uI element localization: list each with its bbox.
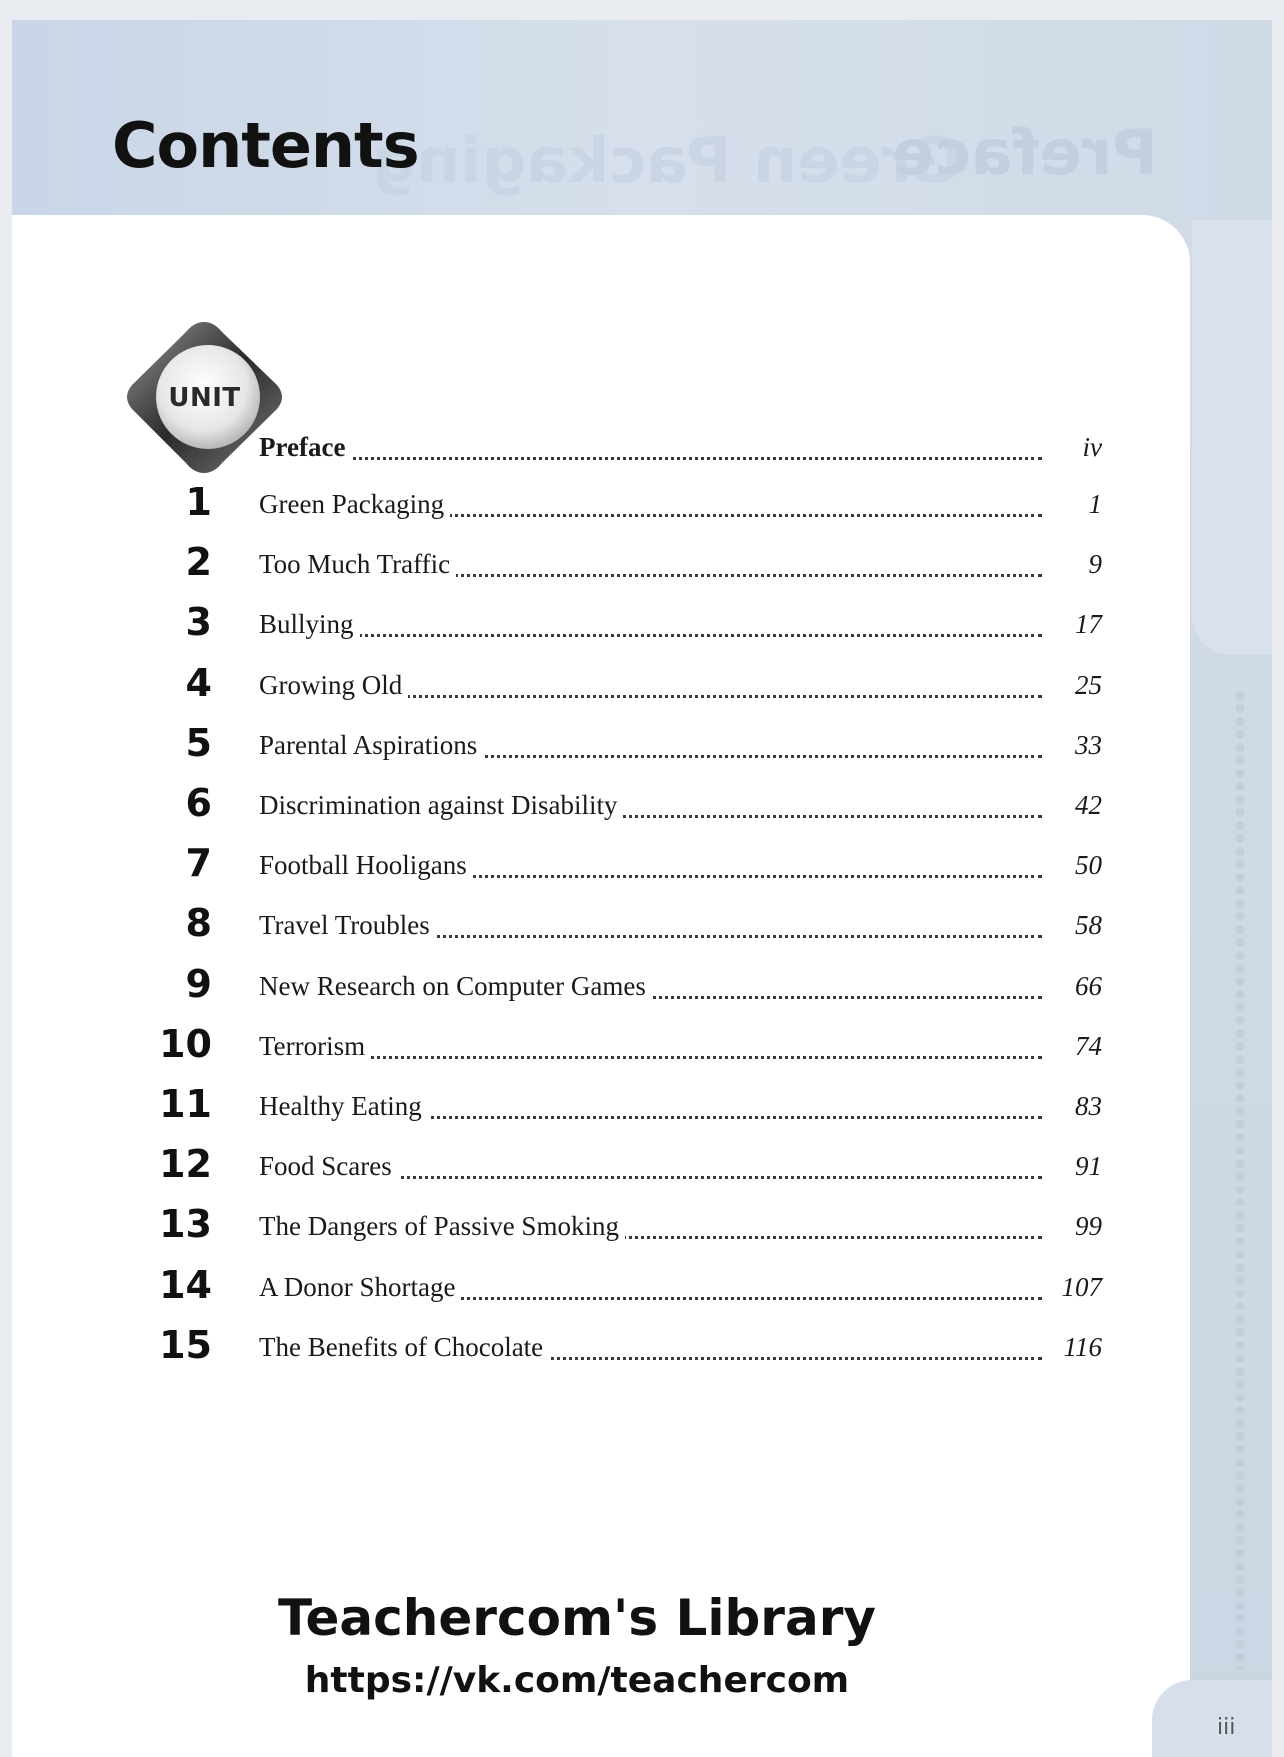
toc-row-unit[interactable]: [152, 962, 1102, 1012]
toc-entry-title: Growing Old: [259, 665, 408, 705]
toc-row-unit[interactable]: [152, 1022, 1102, 1072]
ghost-show-through-text: Green Packaging: [372, 124, 963, 197]
toc-entry-title: Football Hooligans: [259, 845, 473, 885]
toc-entry-title: Travel Troubles: [259, 905, 436, 945]
dot-leader: [262, 457, 1042, 460]
folio-tab: [1152, 1680, 1272, 1757]
toc-row-unit[interactable]: [152, 781, 1102, 831]
toc-page-number: 99: [1042, 1206, 1102, 1246]
unit-number: 7: [185, 841, 212, 886]
toc-entry-title: Terrorism: [259, 1026, 371, 1066]
unit-number: 3: [185, 600, 212, 645]
toc-row-unit[interactable]: [152, 480, 1102, 530]
toc-entry-title: Preface: [259, 427, 351, 467]
toc-entry-title: The Dangers of Passive Smoking: [259, 1206, 625, 1246]
dot-leader: [262, 634, 1042, 637]
toc-row-unit[interactable]: [152, 661, 1102, 711]
unit-number: 4: [185, 660, 212, 705]
unit-number: 12: [159, 1142, 212, 1187]
toc-row-unit[interactable]: [152, 1142, 1102, 1192]
toc-row-unit[interactable]: [152, 1323, 1102, 1373]
toc-page-number: 107: [1042, 1267, 1102, 1307]
unit-number: 9: [185, 961, 212, 1006]
toc-page-number: 74: [1042, 1026, 1102, 1066]
toc-page-number: 91: [1042, 1146, 1102, 1186]
watermark-url[interactable]: https://vk.com/teachercom: [304, 1660, 850, 1701]
toc-page-number: 25: [1042, 665, 1102, 705]
toc-entry-title: New Research on Computer Games: [259, 966, 652, 1006]
toc-row-unit[interactable]: [152, 841, 1102, 891]
toc-page-number: 42: [1042, 785, 1102, 825]
unit-number: 5: [185, 720, 212, 765]
toc-row-unit[interactable]: [152, 901, 1102, 951]
unit-number: 10: [159, 1021, 212, 1066]
unit-number: 2: [185, 540, 212, 585]
toc-page-number: 50: [1042, 845, 1102, 885]
toc-entry-title: Green Packaging: [259, 484, 450, 524]
toc-page-number: 33: [1042, 725, 1102, 765]
dot-column-decoration: [1235, 689, 1245, 1669]
toc-row-unit[interactable]: [152, 600, 1102, 650]
toc-page-number: 66: [1042, 966, 1102, 1006]
toc-row-unit[interactable]: [152, 1082, 1102, 1132]
toc-entry-title: Healthy Eating: [259, 1086, 428, 1126]
toc-entry-title: The Benefits of Chocolate: [259, 1327, 549, 1367]
toc-row-unit[interactable]: [152, 721, 1102, 771]
toc-entry-title: Too Much Traffic: [259, 544, 456, 584]
unit-number: 15: [159, 1322, 212, 1367]
toc-entry-title: Food Scares: [259, 1146, 398, 1186]
page-title: Contents: [112, 109, 419, 182]
ghost-show-through-text: Preface: [892, 116, 1158, 189]
book-page: [12, 20, 1272, 1757]
side-tab: [1192, 220, 1272, 655]
page-folio: iii: [1217, 1715, 1236, 1740]
toc-page-number: 1: [1042, 484, 1102, 524]
dot-leader: [262, 1056, 1042, 1059]
toc-row-unit[interactable]: [152, 1263, 1102, 1313]
unit-number: 8: [185, 901, 212, 946]
toc-entry-title: Parental Aspirations: [259, 725, 483, 765]
unit-number: 1: [185, 480, 212, 524]
toc-row-preface[interactable]: [152, 423, 1102, 473]
toc-entry-title: Bullying: [259, 604, 360, 644]
toc-page-number: 17: [1042, 604, 1102, 644]
toc-row-unit[interactable]: [152, 540, 1102, 590]
toc-page-number: 83: [1042, 1086, 1102, 1126]
toc-row-unit[interactable]: [152, 1202, 1102, 1252]
unit-badge-label: UNIT: [168, 383, 241, 413]
toc-page-number: iv: [1042, 427, 1102, 467]
toc-entry-title: Discrimination against Disability: [259, 785, 623, 825]
toc-page-number: 58: [1042, 905, 1102, 945]
toc-page-number: 9: [1042, 544, 1102, 584]
toc-entry-title: A Donor Shortage: [259, 1267, 461, 1307]
unit-number: 14: [159, 1262, 212, 1307]
watermark-title: Teachercom's Library: [278, 1589, 876, 1647]
unit-number: 13: [159, 1202, 212, 1247]
unit-number: 6: [185, 781, 212, 825]
toc-page-number: 116: [1042, 1327, 1102, 1367]
unit-number: 11: [159, 1082, 212, 1126]
